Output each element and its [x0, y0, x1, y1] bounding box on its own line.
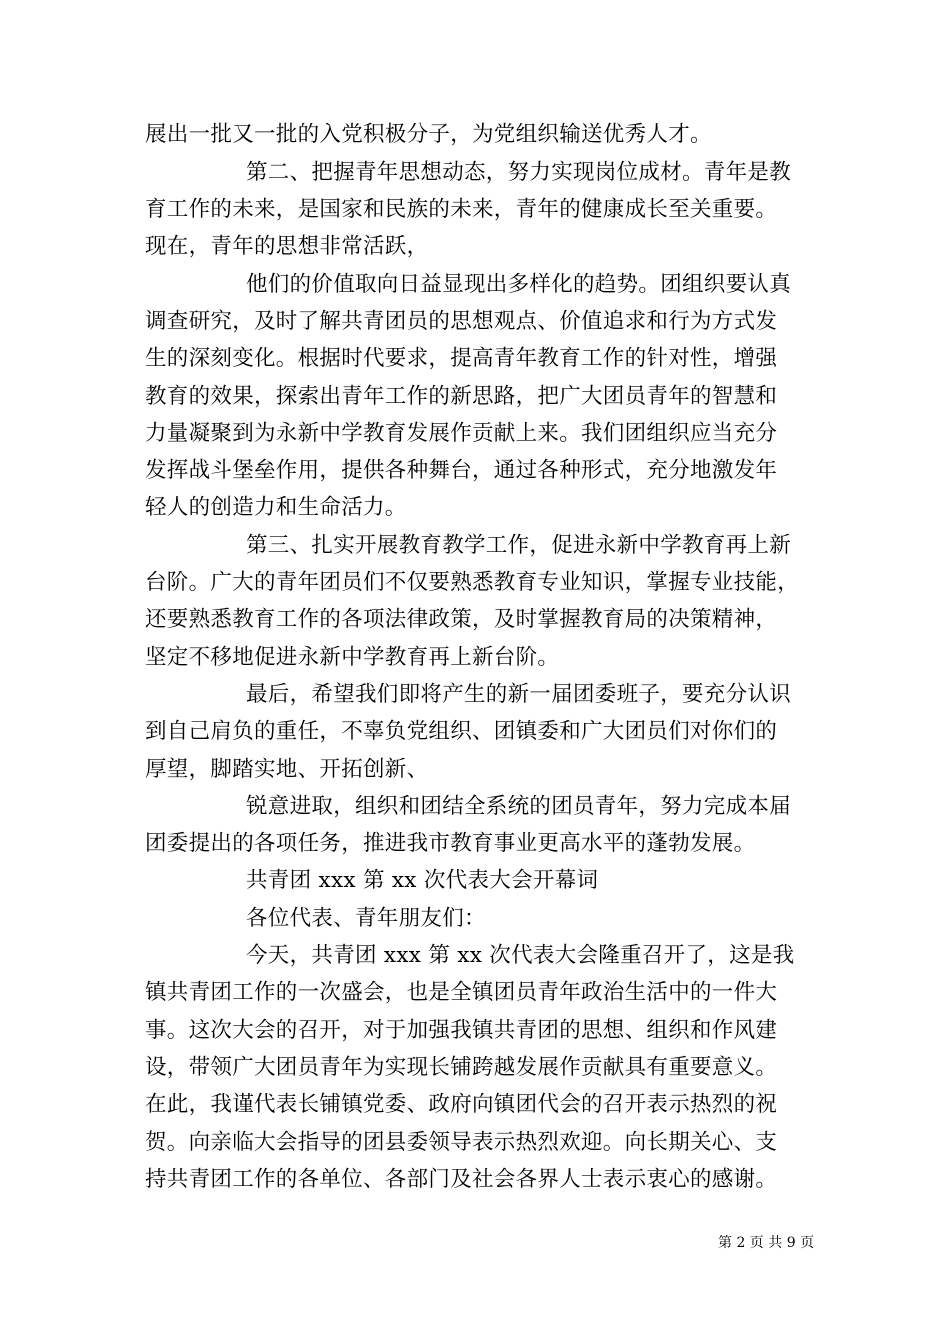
text-line: 现在，青年的思想非常活跃， [145, 234, 429, 259]
text-line: 到自己肩负的重任，不辜负党组织、团镇委和广大团员们对你们的 [145, 719, 778, 744]
text-line: 还要熟悉教育工作的各项法律政策，及时掌握教育局的决策精神， [145, 607, 778, 632]
salutation: 各位代表、青年朋友们： [246, 906, 486, 931]
text-line: 第二、把握青年思想动态，努力实现岗位成材。青年是教 [246, 160, 792, 185]
text-line: 力量凝聚到为永新中学教育发展作贡献上来。我们团组织应当充分 [145, 421, 778, 446]
text-line: 锐意进取，组织和团结全系统的团员青年，努力完成本届 [246, 794, 792, 819]
text-line: 贺。向亲临大会指导的团县委领导表示热烈欢迎。向长期关心、支 [145, 1130, 778, 1155]
text-line: 持共青团工作的各单位、各部门及社会各界人士表示衷心的感谢。 [145, 1167, 778, 1192]
section-heading: 共青团 xxx 第 xx 次代表大会开幕词 [246, 868, 599, 893]
text-line: 轻人的创造力和生命活力。 [145, 495, 407, 520]
text-line: 第三、扎实开展教育教学工作，促进永新中学教育再上新 [246, 533, 792, 558]
text-line: 台阶。广大的青年团员们不仅要熟悉教育专业知识，掌握专业技能， [145, 570, 800, 595]
text-line: 坚定不移地促进永新中学教育再上新台阶。 [145, 645, 560, 670]
text-line: 设，带领广大团员青年为实现长铺跨越发展作贡献具有重要意义。 [145, 1055, 778, 1080]
text-line: 他们的价值取向日益显现出多样化的趋势。团组织要认真 [246, 272, 792, 297]
page-number: 第 2 页 共 9 页 [718, 1235, 815, 1251]
text-line: 展出一批又一批的入党积极分子，为党组织输送优秀人才。 [145, 122, 712, 147]
text-line: 在此，我谨代表长铺镇党委、政府向镇团代会的召开表示热烈的祝 [145, 1092, 778, 1117]
text-line: 生的深刻变化。根据时代要求，提高青年教育工作的针对性，增强 [145, 346, 778, 371]
text-line: 发挥战斗堡垒作用，提供各种舞台，通过各种形式，充分地激发年 [145, 458, 778, 483]
text-line: 厚望，脚踏实地、开拓创新、 [145, 757, 429, 782]
text-line: 今天，共青团 xxx 第 xx 次代表大会隆重召开了，这是我 [246, 943, 795, 968]
text-line: 育工作的未来，是国家和民族的未来，青年的健康成长至关重要。 [145, 197, 778, 222]
text-line: 镇共青团工作的一次盛会，也是全镇团员青年政治生活中的一件大 [145, 980, 778, 1005]
text-line: 团委提出的各项任务，推进我市教育事业更高水平的蓬勃发展。 [145, 831, 756, 856]
text-line: 调查研究，及时了解共青团员的思想观点、价值追求和行为方式发 [145, 309, 778, 334]
text-line: 教育的效果，探索出青年工作的新思路，把广大团员青年的智慧和 [145, 384, 778, 409]
text-line: 事。这次大会的召开，对于加强我镇共青团的思想、组织和作风建 [145, 1018, 778, 1043]
text-line: 最后，希望我们即将产生的新一届团委班子，要充分认识 [246, 682, 792, 707]
